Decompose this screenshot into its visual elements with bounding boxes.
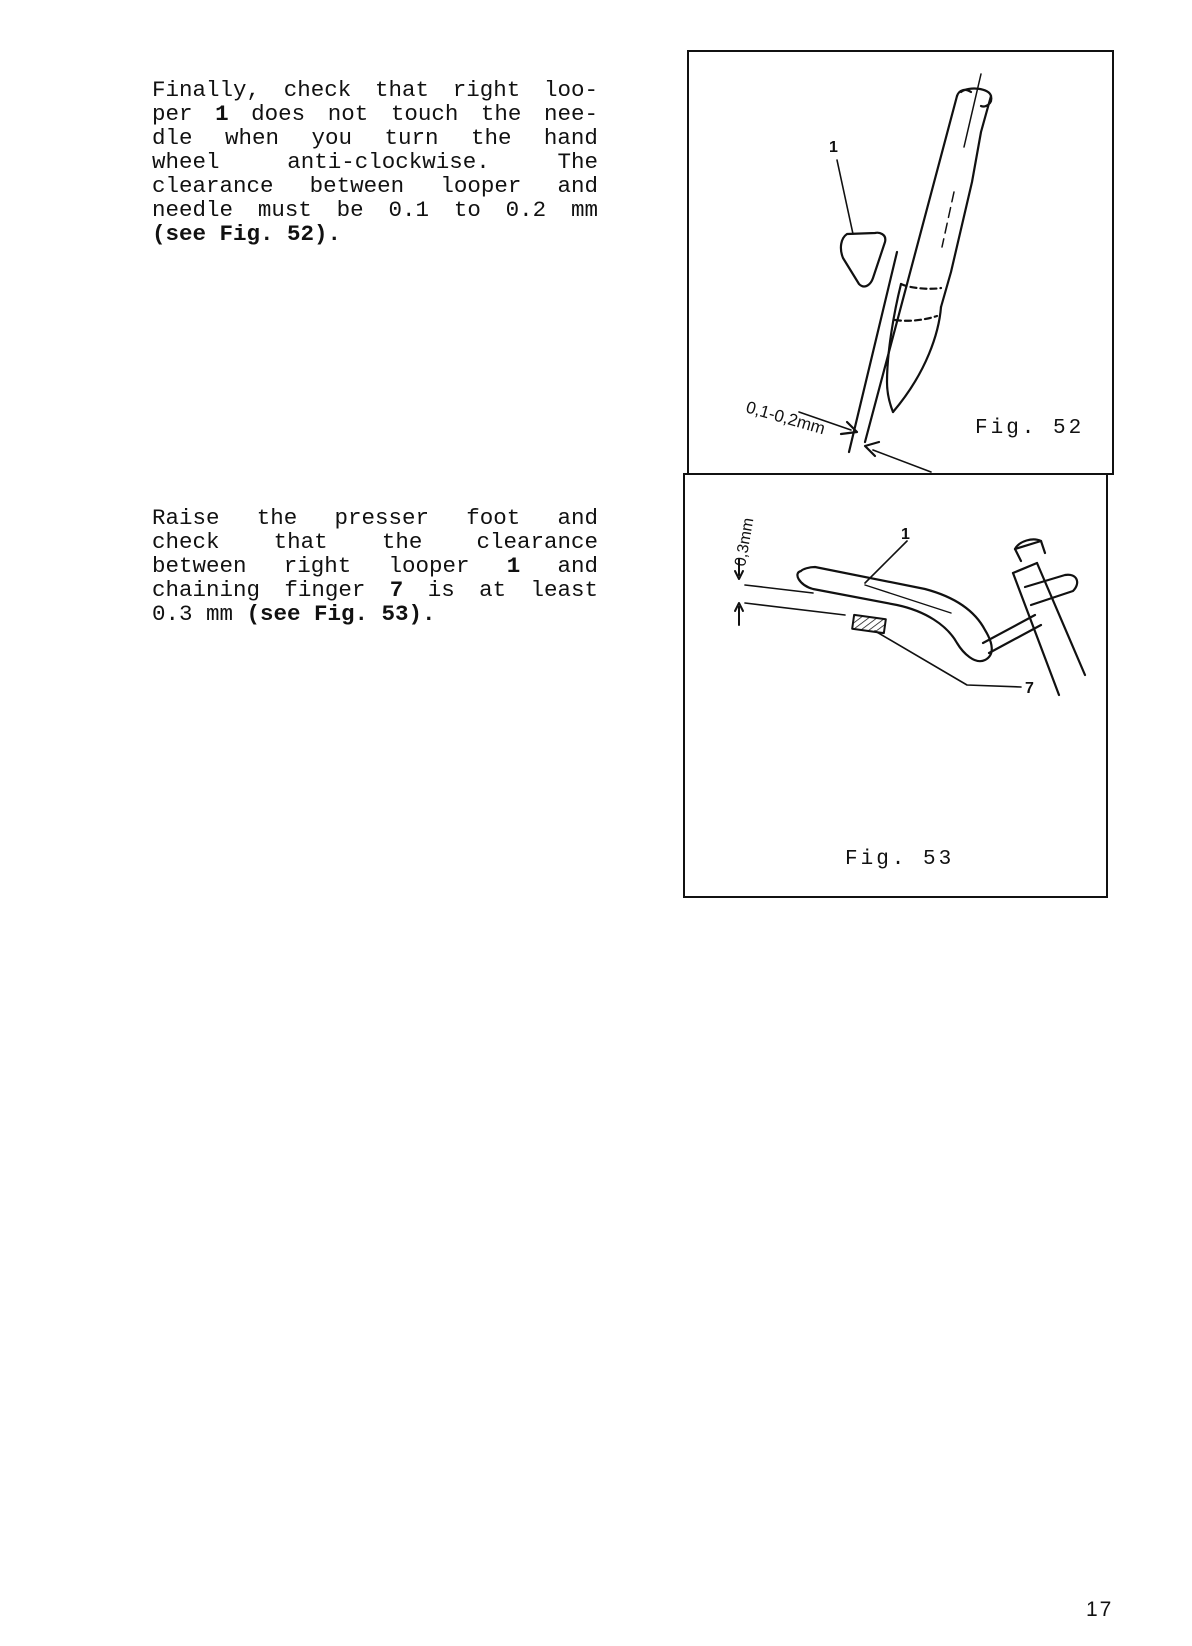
text-line — [152, 78, 598, 102]
word: Raise — [152, 505, 220, 531]
word: chaining — [152, 577, 261, 603]
word: between — [309, 173, 405, 199]
text-line — [152, 506, 598, 530]
text-line — [152, 578, 598, 602]
page-number: 17 — [1086, 1598, 1114, 1621]
word: turn — [384, 125, 439, 151]
text-line — [152, 102, 598, 126]
text-fragment: 0.3 mm — [152, 601, 247, 627]
word: not — [327, 101, 369, 127]
word: you — [311, 125, 352, 151]
word: presser — [334, 505, 429, 531]
text-line — [152, 126, 598, 150]
word: 7 — [389, 577, 404, 603]
dimension-label: 0,1-0,2mm — [743, 397, 828, 439]
word: 0.1 — [388, 197, 429, 223]
word: The — [557, 149, 598, 175]
word: anti-clockwise. — [287, 149, 490, 175]
word: least — [530, 577, 598, 603]
word: Finally, — [152, 77, 261, 103]
word: is — [427, 577, 455, 603]
text-line — [152, 554, 598, 578]
word: wheel — [152, 149, 220, 175]
word: touch — [390, 101, 459, 127]
word: per — [152, 101, 193, 127]
looper-chaining-finger-drawing — [685, 475, 1110, 900]
text-line — [152, 150, 598, 174]
word: nee- — [543, 101, 598, 127]
word: between — [152, 553, 247, 579]
word: right — [283, 553, 352, 579]
dimension-label: 0,3mm — [732, 516, 758, 568]
paragraph-presser-foot-check — [152, 506, 598, 626]
word: that — [273, 529, 328, 555]
word: to — [453, 197, 481, 223]
text-line — [152, 222, 598, 246]
paragraph-looper-needle-check — [152, 78, 598, 246]
word: hand — [543, 125, 598, 151]
needle-looper-clearance-drawing — [689, 52, 1116, 477]
word: check — [152, 529, 220, 555]
word: the — [381, 529, 423, 555]
word: looper — [388, 553, 470, 579]
word: at — [479, 577, 507, 603]
figure-caption: Fig. 52 — [975, 417, 1085, 440]
figure-52 — [687, 50, 1114, 475]
word: 0.2 — [505, 197, 547, 223]
word: that — [374, 77, 429, 103]
word: foot — [466, 505, 521, 531]
word: be — [336, 197, 364, 223]
word: needle — [152, 197, 234, 223]
word: the — [256, 505, 298, 531]
word: loo- — [543, 77, 598, 103]
text-line — [152, 602, 598, 626]
figure-reference: (see Fig. 52). — [152, 221, 342, 247]
word: the — [470, 125, 512, 151]
word: right — [452, 77, 521, 103]
word: clearance — [152, 173, 274, 199]
figure-reference: (see Fig. 53). — [246, 601, 436, 627]
word: when — [224, 125, 279, 151]
word: and — [557, 173, 598, 199]
word: check — [283, 77, 352, 103]
word: and — [557, 553, 598, 579]
figure-53 — [683, 473, 1108, 898]
word: must — [257, 197, 312, 223]
word: finger — [284, 577, 366, 603]
label-looper-1: 1 — [829, 139, 838, 156]
word: the — [480, 101, 522, 127]
word: 1 — [215, 101, 229, 127]
word: 1 — [506, 553, 521, 579]
word: does — [251, 101, 306, 127]
word: looper — [440, 173, 522, 199]
word: and — [557, 505, 598, 531]
word: mm — [570, 197, 598, 223]
label-chaining-finger-7: 7 — [1025, 680, 1034, 697]
figure-caption: Fig. 53 — [845, 848, 955, 871]
word: clearance — [476, 529, 598, 555]
text-line — [152, 198, 598, 222]
label-looper-1: 1 — [901, 526, 910, 543]
text-line — [152, 174, 598, 198]
text-line — [152, 530, 598, 554]
word: dle — [152, 125, 193, 151]
